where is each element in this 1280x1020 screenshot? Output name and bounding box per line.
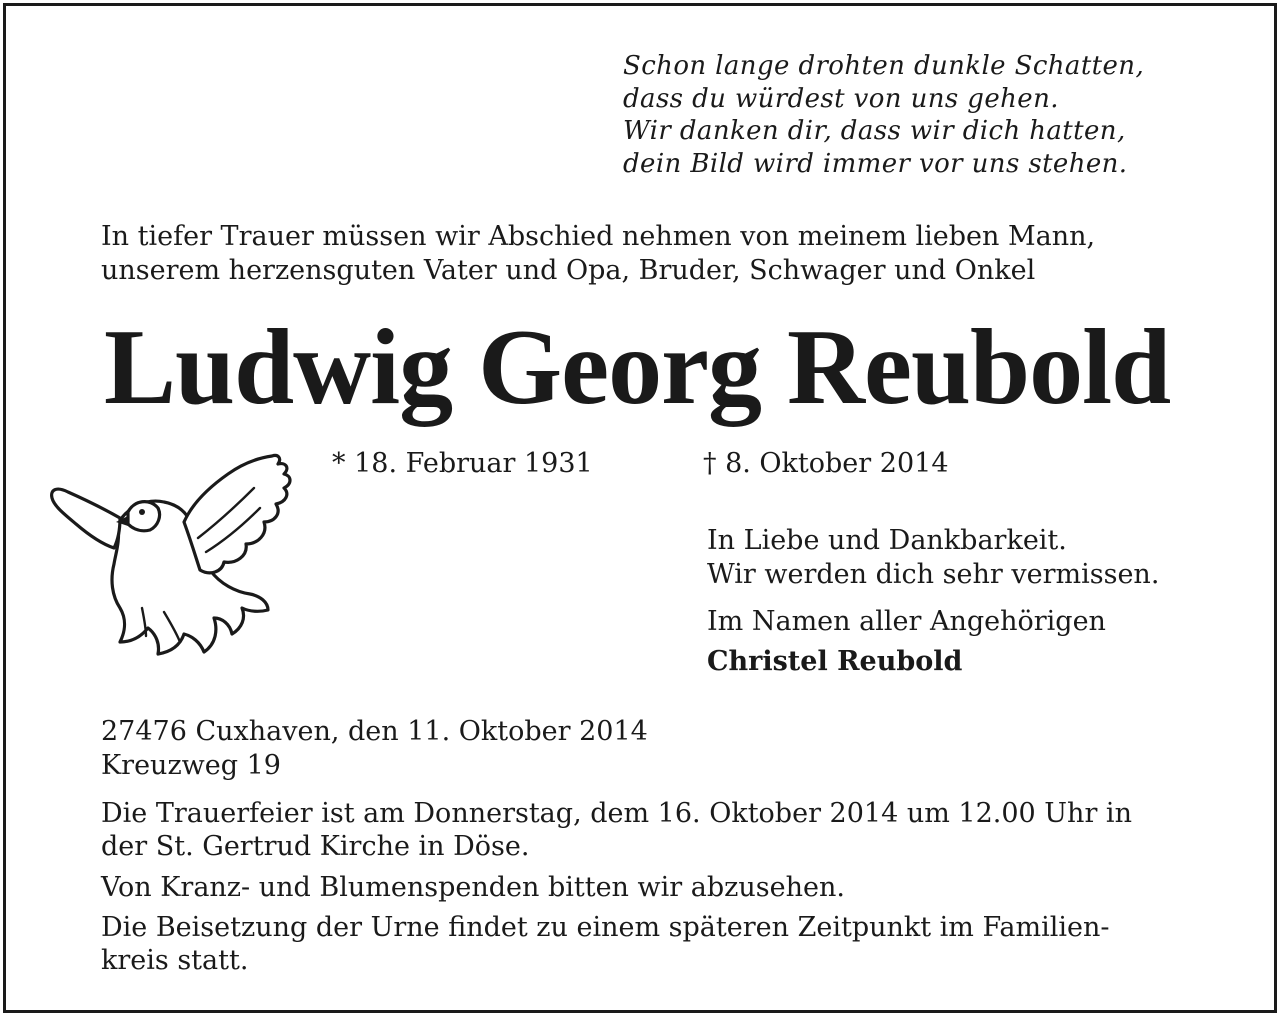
closing-words bbox=[707, 524, 1159, 592]
death-date: † 8. Oktober 2014 bbox=[703, 448, 949, 479]
obituary-frame bbox=[3, 3, 1277, 1013]
burial-line: Die Beisetzung der Urne findet zu einem späteren Zeitpunkt im Familien- bbox=[101, 912, 1110, 943]
closing-line: In Liebe und Dankbarkeit. bbox=[707, 525, 1067, 556]
burial-info bbox=[101, 911, 1110, 977]
intro-text bbox=[101, 220, 1095, 287]
address-line: Kreuzweg 19 bbox=[101, 750, 281, 781]
poem-line: Wir danken dir, dass wir dich hatten, bbox=[623, 116, 1126, 146]
signer-name: Christel Reubold bbox=[707, 646, 963, 677]
poem-line: Schon lange drohten dunkle Schatten, bbox=[623, 51, 1145, 81]
intro-line: unserem herzensguten Vater und Opa, Bruder, Schwager und Onkel bbox=[101, 254, 1036, 286]
flowers-notice: Von Kranz- und Blumenspenden bitten wir abzusehen. bbox=[101, 872, 845, 903]
dove-icon bbox=[46, 452, 296, 658]
birth-date: * 18. Februar 1931 bbox=[332, 448, 593, 479]
ceremony-info bbox=[101, 797, 1132, 863]
ceremony-line: Die Trauerfeier ist am Donnerstag, dem 16. Oktober 2014 um 12.00 Uhr in bbox=[101, 798, 1132, 829]
behalf-line: Im Namen aller Angehörigen bbox=[707, 606, 1106, 637]
closing-line: Wir werden dich sehr vermissen. bbox=[707, 559, 1160, 590]
place-and-address bbox=[101, 715, 648, 783]
poem bbox=[623, 50, 1144, 180]
deceased-name: Ludwig Georg Reubold bbox=[104, 308, 1171, 427]
place-line: 27476 Cuxhaven, den 11. Oktober 2014 bbox=[101, 716, 648, 747]
poem-line: dein Bild wird immer vor uns stehen. bbox=[623, 148, 1128, 179]
burial-line: kreis statt. bbox=[101, 945, 249, 976]
intro-line: In tiefer Trauer müssen wir Abschied nehmen von meinem lieben Mann, bbox=[101, 221, 1096, 252]
ceremony-line: der St. Gertrud Kirche in Döse. bbox=[101, 831, 530, 862]
poem-line: dass du würdest von uns gehen. bbox=[623, 83, 1059, 114]
